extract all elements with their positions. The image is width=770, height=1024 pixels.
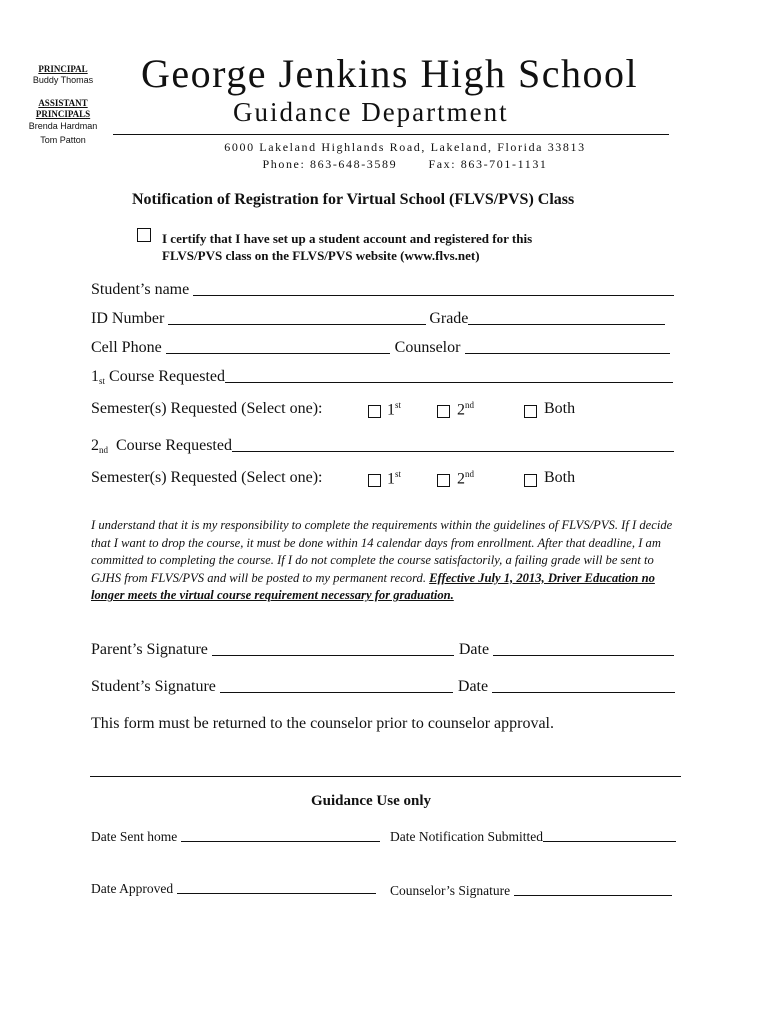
student-name-row [91, 281, 674, 299]
principal-heading: PRINCIPAL [38, 64, 88, 74]
course1-row [91, 368, 673, 386]
certify-statement [162, 230, 532, 264]
header-rule [113, 134, 669, 135]
return-note: This form must be returned to the counselor prior to counselor approval. [91, 715, 554, 732]
student-signature-field[interactable] [220, 691, 453, 693]
cell-phone-label: Cell Phone [91, 339, 162, 356]
sem2-second-sup: nd [465, 469, 474, 479]
sem1-first-label [387, 400, 401, 419]
principal-name: Buddy Thomas [32, 75, 94, 85]
sem2-first-sup: st [395, 469, 402, 479]
sem1-second-num: 2 [457, 401, 465, 419]
assistant-heading-2: PRINCIPALS [35, 109, 91, 119]
phone-label: Phone: [262, 157, 306, 171]
parent-date-field[interactable] [493, 654, 674, 656]
school-contact [180, 157, 630, 172]
statement-emphasis: Effective July 1, 2013, Driver Education no longer meets the virtual course requirement necessary for graduation. [91, 570, 655, 603]
student-name-field[interactable] [193, 294, 674, 296]
date-approved-field[interactable] [177, 892, 376, 894]
course1-number: 1 [91, 368, 99, 385]
parent-signature-row [91, 641, 674, 659]
department-title: Guidance Department [233, 97, 509, 127]
counselor-signature-field[interactable] [514, 894, 672, 896]
fax-number: 863-701-1131 [460, 157, 548, 171]
sem2-first-label [387, 469, 401, 488]
parent-date-label: Date [458, 641, 490, 658]
course2-row [91, 437, 674, 455]
sem1-second-checkbox[interactable] [437, 405, 450, 418]
date-sent-home-row [91, 829, 380, 845]
grade-label: Grade [429, 310, 469, 327]
sem1-first-num: 1 [387, 401, 395, 419]
date-approved-label: Date Approved [91, 881, 174, 896]
id-number-label: ID Number [91, 310, 165, 327]
course2-field[interactable] [232, 450, 674, 452]
assistant-name-1: Brenda Hardman [28, 121, 98, 131]
course1-sup: st [99, 376, 106, 386]
grade-field[interactable] [468, 323, 665, 325]
sem2-both-checkbox[interactable] [524, 474, 537, 487]
sem2-first-num: 1 [387, 470, 395, 488]
course2-number: 2 [91, 437, 99, 454]
date-sent-home-label: Date Sent home [91, 829, 178, 844]
phone-number: 863-648-3589 [310, 157, 398, 171]
school-address: 6000 Lakeland Highlands Road, Lakeland, Florida 33813 [224, 140, 586, 154]
responsibility-statement [91, 517, 681, 605]
parent-signature-field[interactable] [212, 654, 454, 656]
certify-line-2: FLVS/PVS class on the FLVS/PVS website (www.flvs.net) [162, 248, 480, 263]
sem1-both-label: Both [544, 400, 576, 417]
id-number-field[interactable] [168, 323, 426, 325]
date-notification-label: Date Notification Submitted [390, 829, 543, 844]
sem2-second-num: 2 [457, 470, 465, 488]
assistant-heading-1: ASSISTANT [38, 98, 88, 108]
id-grade-row [91, 310, 665, 328]
date-approved-row [91, 881, 376, 897]
student-name-label: Student’s name [91, 281, 190, 298]
sem1-second-label [457, 400, 474, 419]
student-date-field[interactable] [492, 691, 675, 693]
sem2-second-checkbox[interactable] [437, 474, 450, 487]
principal-block [25, 64, 101, 146]
course2-sup: nd [99, 445, 108, 455]
school-title: George Jenkins High School [141, 51, 639, 96]
student-signature-label: Student’s Signature [91, 678, 216, 695]
phone-counselor-row [91, 339, 670, 357]
student-signature-row [91, 678, 675, 696]
semester1-row [91, 400, 322, 418]
certify-checkbox[interactable] [137, 228, 151, 242]
course1-label: Course Requested [109, 368, 225, 385]
course1-field[interactable] [225, 381, 673, 383]
student-date-label: Date [457, 678, 489, 695]
course2-label: Course Requested [116, 437, 232, 454]
date-notification-row [390, 829, 676, 845]
date-sent-home-field[interactable] [181, 840, 380, 842]
fax-label: Fax: [428, 157, 457, 171]
sem2-both-label: Both [544, 469, 576, 486]
parent-signature-label: Parent’s Signature [91, 641, 208, 658]
guidance-divider [90, 776, 681, 777]
certify-line-1: I certify that I have set up a student account and registered for this [162, 231, 533, 246]
counselor-field[interactable] [465, 352, 670, 354]
counselor-signature-row [390, 883, 672, 899]
cell-phone-field[interactable] [166, 352, 390, 354]
form-title: Notification of Registration for Virtual School (FLVS/PVS) Class [132, 191, 575, 208]
date-notification-field[interactable] [543, 840, 676, 842]
statement-text: I understand that it is my responsibility to complete the requirements within the guidelines of FLVS/PVS. If I decide that I want to drop the course, it must be done within 14 calendar days from enrollment. After that deadline, I am committed to completing the course. If I do not complete the course satisfactorily, a failing grade will be sent to GJHS from FLVS/PVS and will be posted to my permanent record. [91, 518, 673, 585]
sem1-first-sup: st [395, 400, 402, 410]
semester2-row [91, 469, 322, 487]
assistant-name-2: Tom Patton [40, 135, 86, 145]
semester1-label: Semester(s) Requested (Select one): [91, 400, 323, 417]
sem2-first-checkbox[interactable] [368, 474, 381, 487]
counselor-signature-label: Counselor’s Signature [390, 883, 511, 898]
sem1-second-sup: nd [465, 400, 474, 410]
sem1-both-checkbox[interactable] [524, 405, 537, 418]
semester2-label: Semester(s) Requested (Select one): [91, 469, 323, 486]
sem2-second-label [457, 469, 474, 488]
guidance-heading: Guidance Use only [311, 793, 432, 809]
sem1-first-checkbox[interactable] [368, 405, 381, 418]
counselor-label: Counselor [394, 339, 461, 356]
